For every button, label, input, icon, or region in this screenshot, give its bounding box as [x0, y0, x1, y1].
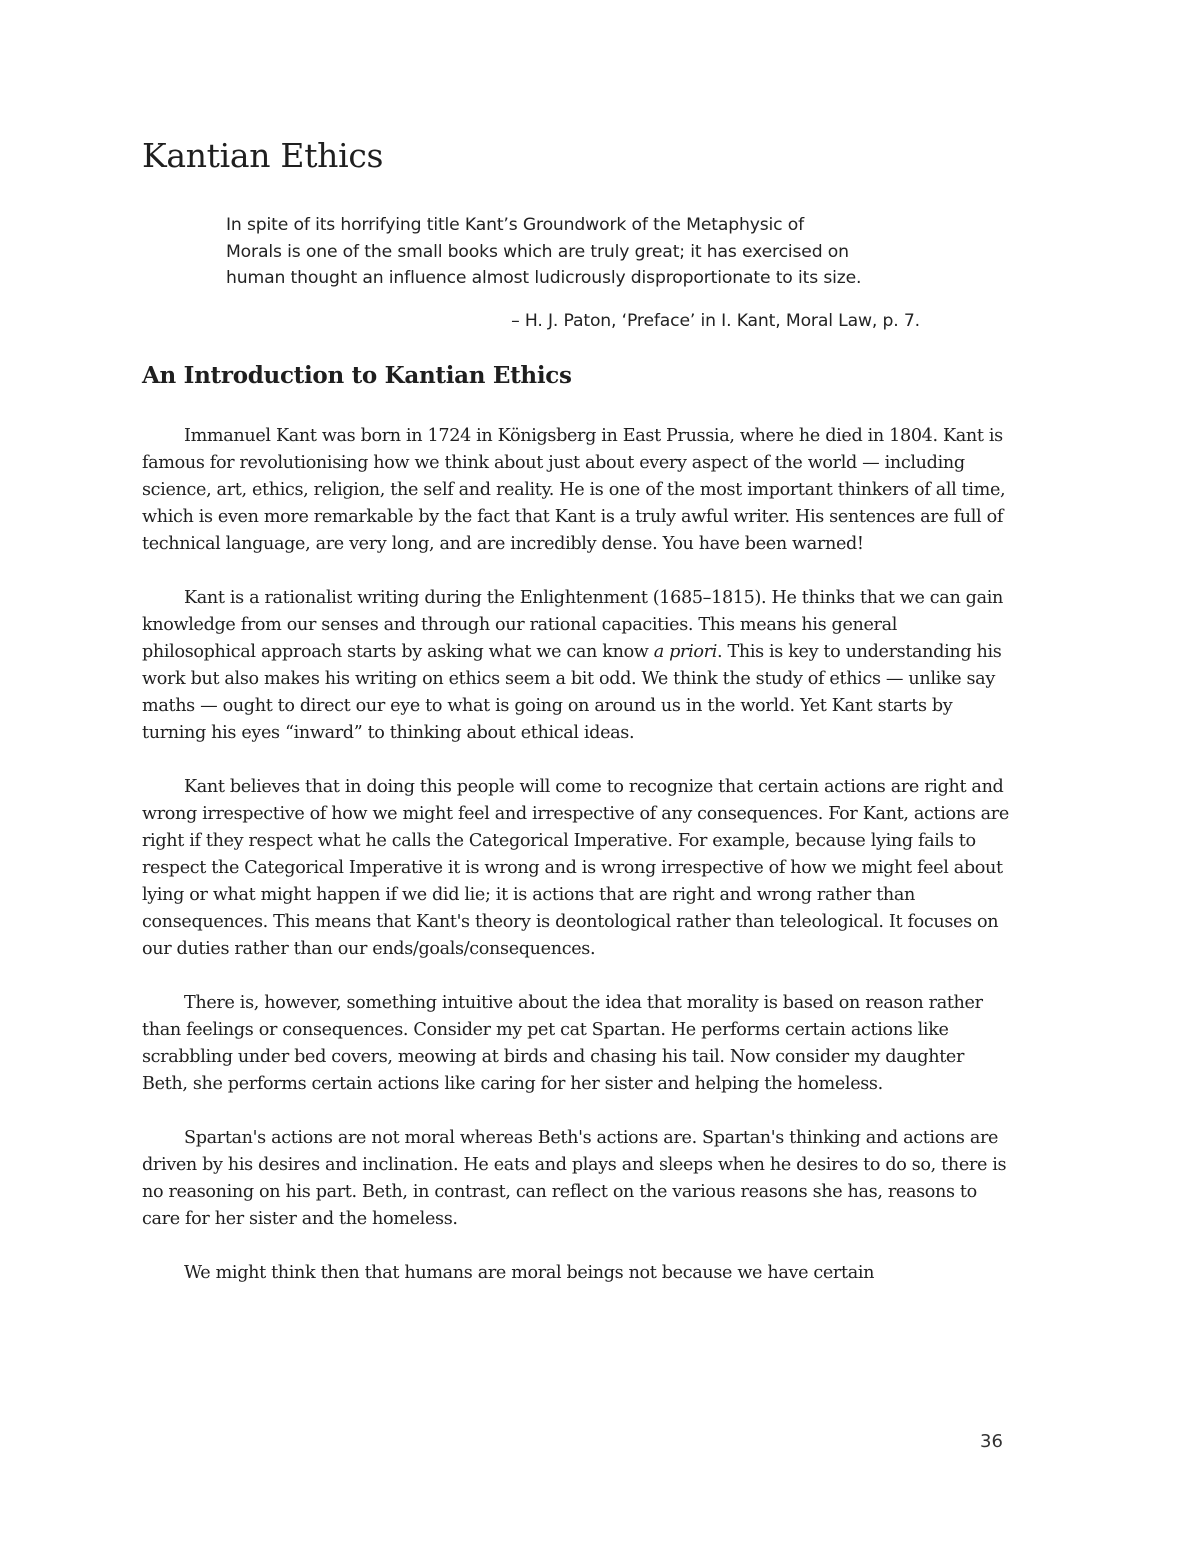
paragraph-text: . This is key to understanding his work but also makes his writing on ethics seem a bit odd. We think the study of ethics — unlike say maths — ought to direct our eye to what is going on around us in the world. Yet Kant starts by turning his eyes “inward” to thinking about ethical ideas.: [142, 642, 1002, 743]
paragraph-kant-biography: Immanuel Kant was born in 1724 in Königsberg in East Prussia, where he died in 1804. Kant is famous for revolutionising how we think about just about every aspect of the world — including science, art, ethics, religion, the self and reality. He is one of the most important thinkers of all time, which is even more remarkable by the fact that Kant is a truly awful writer. His sentences are full of technical language, are very long, and are incredibly dense. You have been warned!: [142, 426, 1006, 554]
epigraph-line: Morals is one of the small books which are truly great; it has exercised on: [226, 241, 849, 262]
body-text: [142, 423, 1012, 1314]
paragraph-text: Kant is a rationalist writing during the Enlightenment (1685–1815). He thinks that we can gain knowledge from our senses and through our rational capacities. This means his general philosophical approach starts by asking what we can know: [142, 588, 1003, 662]
section-heading: An Introduction to Kantian Ethics: [142, 362, 572, 389]
paragraph-reason-intuition: There is, however, something intuitive about the idea that morality is based on reason rather than feelings or consequences. Consider my pet cat Spartan. He performs certain actions like scrabbling under bed covers, meowing at birds and chasing his tail. Now consider my daughter Beth, she performs certain actions like caring for her sister and helping the homeless.: [142, 993, 983, 1094]
epigraph-quote: [226, 212, 926, 292]
paragraph-moral-beings: We might think then that humans are moral beings not because we have certain: [184, 1263, 875, 1283]
page-number: 36: [980, 1431, 1003, 1452]
paragraph-rationalist: [142, 585, 1012, 747]
page-title: Kantian Ethics: [142, 136, 384, 175]
paragraph-categorical-imperative: Kant believes that in doing this people will come to recognize that certain actions are right and wrong irrespective of how we might feel and irrespective of any consequences. For Kant, actions are right if they respect what he calls the Categorical Imperative. For example, because lying fails to respect the Categorical Imperative it is wrong and is wrong irrespective of how we might feel about lying or what might happen if we did lie; it is actions that are right and wrong rather than consequences. This means that Kant's theory is deontological rather than teleological. It focuses on our duties rather than our ends/goals/consequences.: [142, 777, 1009, 959]
epigraph-attribution: – H. J. Paton, ‘Preface’ in I. Kant, Moral Law, p. 7.: [511, 311, 920, 331]
epigraph-line: human thought an influence almost ludicrously disproportionate to its size.: [226, 268, 862, 288]
epigraph-line: In spite of its horrifying title Kant’s Groundwork of the Metaphysic of: [226, 215, 805, 235]
paragraph-spartan-beth: Spartan's actions are not moral whereas Beth's actions are. Spartan's thinking and actions are driven by his desires and inclination. He eats and plays and sleeps when he desires to do so, there is no reasoning on his part. Beth, in contrast, can reflect on the various reasons she has, reasons to care for her sister and the homeless.: [142, 1128, 1007, 1229]
italic-term: a priori: [653, 642, 717, 662]
